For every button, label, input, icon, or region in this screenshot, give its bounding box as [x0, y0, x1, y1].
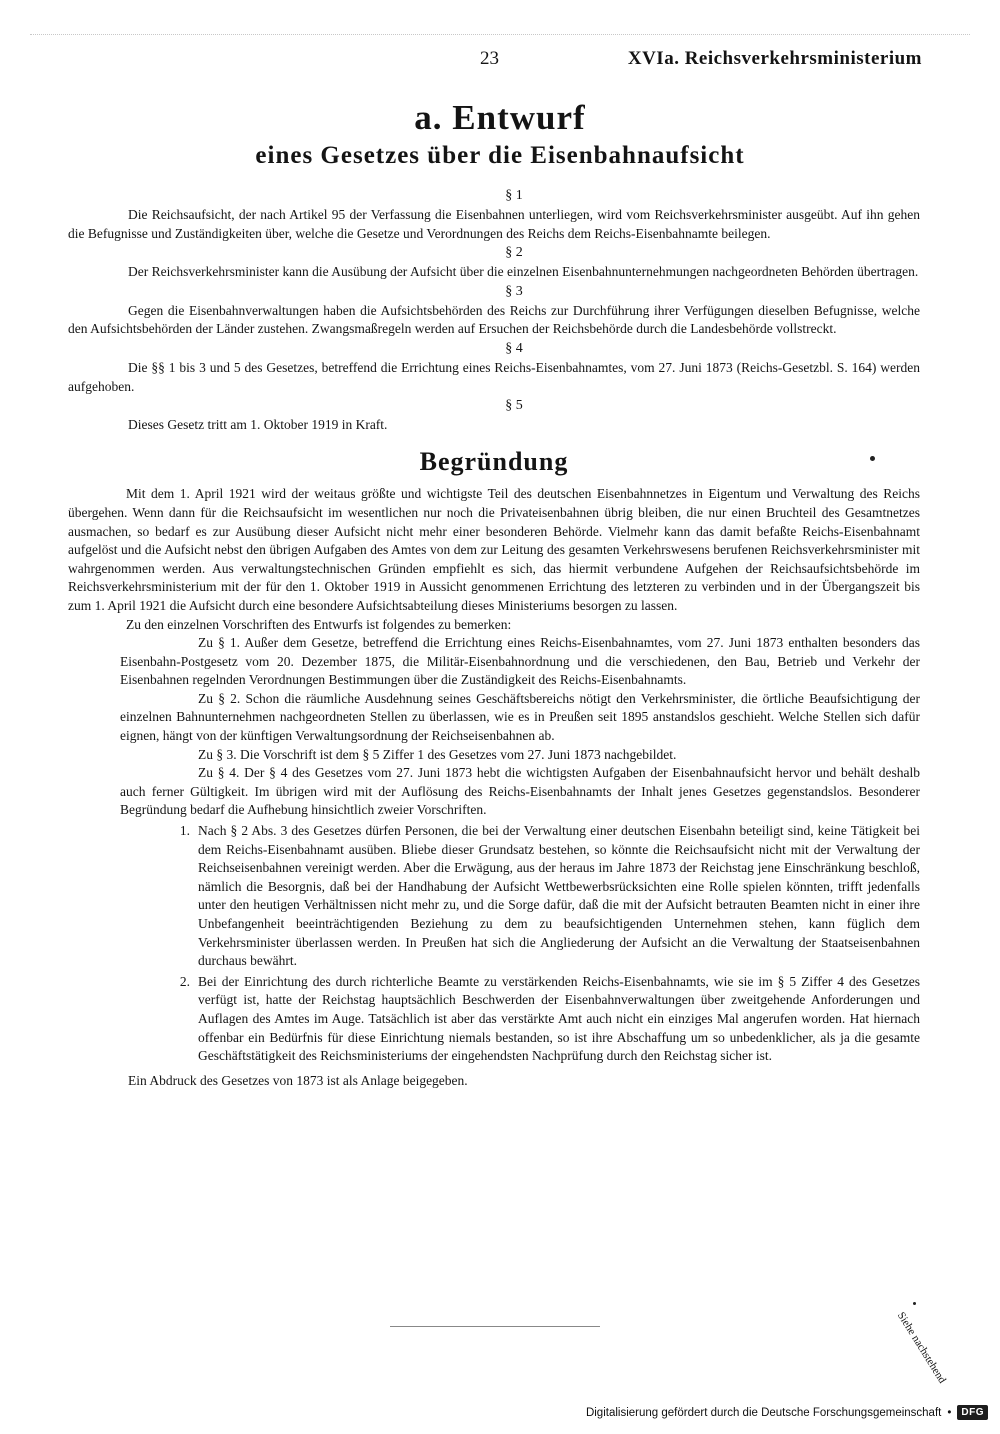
- law-paragraph: Der Reichsverkehrsminister kann die Ausübung der Aufsicht über die einzelnen Eisenbahnunternehmungen nachgeordneten Behörden übertragen.: [128, 264, 919, 280]
- law-paragraph: Die Reichsaufsicht, der nach Artikel 95 der Verfassung die Eisenbahnen unterliegen, wird vom Reichsverkehrsminister ausgeübt. Auf ihn gehen die Befugnisse und Zuständigkeiten über, welche die Gesetze und Verordnungen des Reichs dem Reichs-Eisenbahnamte beilegen.: [68, 207, 920, 241]
- closing-note: Ein Abdruck des Gesetzes von 1873 ist als Anlage beigegeben.: [128, 1072, 468, 1088]
- law-paragraph: Die §§ 1 bis 3 und 5 des Gesetzes, betreffend die Errichtung eines Reichs-Eisenbahnamtes, vom 27. Juni 1873 (Reichs-Gesetzbl. S. 164) werden aufgehoben.: [68, 359, 920, 394]
- commentary-list: [68, 634, 920, 820]
- commentary-paragraph: Zu § 3. Die Vorschrift ist dem § 5 Ziffer 1 des Gesetzes vom 27. Juni 1873 nachgebildet.: [198, 746, 677, 762]
- page-number: 23: [480, 48, 499, 69]
- paragraph-mark: § 2: [505, 245, 523, 261]
- paragraph-mark: § 5: [505, 398, 523, 414]
- document-title: a. Entwurf: [414, 98, 586, 137]
- document-subtitle: eines Gesetzes über die Eisenbahnaufsicht: [255, 142, 745, 169]
- paragraph-mark: § 4: [505, 340, 523, 356]
- page-header: [100, 46, 922, 76]
- item-text: Nach § 2 Abs. 3 des Gesetzes dürfen Personen, die bei der Verwaltung einer deutschen Eisenbahn beteiligt sind, keine Tätigkeit bei dem Reichs-Eisenbahnamt ausüben. Bliebe dieser Grundsatz bestehen, so könnte die Reichsaufsicht nicht mit der Verwaltung der Reichseisenbahnen vereinigt werden. Aber die Erwägung, aus der heraus im Jahre 1873 der Reichstag jene Einschränkung beschloß, nämlich die Besorgnis, daß bei der Handhabung der Aufsicht Wettbewerbsrücksichten eine Rolle spielen könnten, trifft jedenfalls unter den heutigen Verhältnissen nicht mehr zu, und die Sorge dafür, daß die mit der Aufsicht betrauten Beamten nicht in einer ihre Unbefangenheit beeinträchtigenden Beziehung zu dem zu beaufsichtigenden Unternehmen stehen, kann füglich dem Verkehrsminister überlassen werden. In Preußen hat sich die Angliederung der Aufsicht an die Verwaltung der Staatseisenbahnen durchaus bewährt.: [198, 823, 920, 969]
- commentary-paragraph: Zu § 1. Außer dem Gesetze, betreffend die Errichtung eines Reichs-Eisenbahnamtes, vom 27. Juni 1873 enthalten besonders das Eisenbahn-Postgesetz vom 20. Dezember 1875, die Militär-Eisenbahnordnung und die verschiedenen, den Bau, Betrieb und Verkehr der Eisenbahnen regelnden Verordnungen Bestimmungen über die Zuständigkeit des Reichs-Eisenbahnamts.: [120, 635, 920, 688]
- body-paragraph: Zu den einzelnen Vorschriften des Entwurfs ist folgendes zu bemerken:: [126, 616, 512, 632]
- document-body: [68, 186, 920, 1090]
- numbered-item: [68, 822, 920, 971]
- running-head: XVIa. Reichsverkehrsministerium: [627, 48, 922, 69]
- footer-credit: Digitalisierung gefördert durch die Deutsche Forschungsgemeinschaft: [585, 1406, 942, 1419]
- item-text: Bei der Einrichtung des durch richterliche Beamte zu verstärkenden Reichs-Eisenbahnamts, wie sie im § 5 Ziffer 4 des Gesetzes verfügt ist, hatte der Reichstag hauptsächlich Beschwerden der Eisenbahnverwaltungen über zweitgehende Anforderungen und Auflagen des Amtes im Auge. Tatsächlich ist aber das verstärkte Amt auch nicht ein einziges Mal angerufen worden. Hat hiernach offenbar ein Bedürfnis für diese Einrichtung niemals bestanden, so ist ihre Abschaffung um so unbedenklicher, als ja die gesamte Geschäftstätigkeit des Reichsministeriums der eingehendsten Nachprüfung durch den Reichstag sicher ist.: [198, 973, 920, 1064]
- footer: [586, 1405, 988, 1420]
- separator-rule: [390, 1326, 600, 1327]
- bullet-separator: •: [947, 1406, 952, 1419]
- section-heading: Begründung: [419, 446, 569, 476]
- item-number: 1.: [179, 823, 190, 839]
- law-paragraph: Dieses Gesetz tritt am 1. Oktober 1919 in Kraft.: [128, 417, 388, 433]
- commentary-paragraph: Zu § 4. Der § 4 des Gesetzes vom 27. Juni 1873 hebt die wichtigsten Aufgaben der Eisenbahnaufsicht hervor und behält deshalb auch ferner Gültigkeit. Im übrigen wird mit der Auflösung des Reichs-Eisenbahnamts der Inhalt jenes Gesetzes gegenstandslos. Besonderer Begründung bedarf die Aufhebung hinsichtlich zweier Vorschriften.: [120, 765, 920, 818]
- dfg-logo-icon: DFG: [957, 1405, 988, 1420]
- scan-edge-noise: [30, 34, 970, 43]
- paragraph-mark: § 3: [505, 283, 523, 299]
- ink-spot: [870, 456, 875, 461]
- numbered-item: [68, 973, 920, 1066]
- margin-note: Siehe nachstehend: [894, 1310, 949, 1386]
- law-paragraph: Gegen die Eisenbahnverwaltungen haben die Aufsichtsbehörden des Reichs zur Durchführung ihrer Verfügungen dieselben Befugnisse, welche den Aufsichtsbehörden der Länder zustehen. Zwangsmaßregeln werden auf Ersuchen der Reichsbehörde durch die Landesbehörde vollstreckt.: [68, 302, 920, 337]
- item-number: 2.: [179, 973, 190, 989]
- body-paragraph: Mit dem 1. April 1921 wird der weitaus größte und wichtigste Teil des deutschen Eisenbahnnetzes in Eigentum und Verwaltung des Reichs übergehen. Wenn dann für die Reichsaufsicht im wesentlichen nur noch die Privateisenbahnen übrig bleiben, die nur einen Bruchteil des Gesamtnetzes ausmachen, so bedarf es zur Ausübung dieser Aufsicht nicht mehr einer besonderen Behörde. Vielmehr kann das damit befaßte Reichs-Eisenbahnamt aufgelöst und die Aufsicht nebst den übrigen Aufgaben des Amtes von dem zur Leitung des gesamten Verkehrswesens berufenen Reichsverkehrsminister mit wahrgenommen werden. Aus verwaltungstechnischen Gründen empfiehlt es sich, das hiermit verbundene Aufgehen der Reichsaufsichtsbehörde im Reichsverkehrsministerium mit der für den 1. Oktober 1919 in Aussicht genommenen Errichtung des letzteren zu verbinden und in der Übergangszeit bis zum 1. April 1921 die Aufsicht durch eine besondere Aufsichtsabteilung dieses Ministeriums besorgen zu lassen.: [68, 486, 920, 613]
- paragraph-mark: § 1: [505, 188, 523, 203]
- ink-spot: [913, 1302, 916, 1305]
- commentary-paragraph: Zu § 2. Schon die räumliche Ausdehnung seines Geschäftsbereichs nötigt den Verkehrsminister, die örtliche Beaufsichtigung der einzelnen Bahnunternehmen nachgeordneten Stellen zu überlassen, wie es in Preußen seit 1895 anstandslos geschieht. Welche Stellen sich dafür eignen, hängt von der künftigen Verwaltungsordnung der Reichseisenbahnen ab.: [120, 690, 920, 744]
